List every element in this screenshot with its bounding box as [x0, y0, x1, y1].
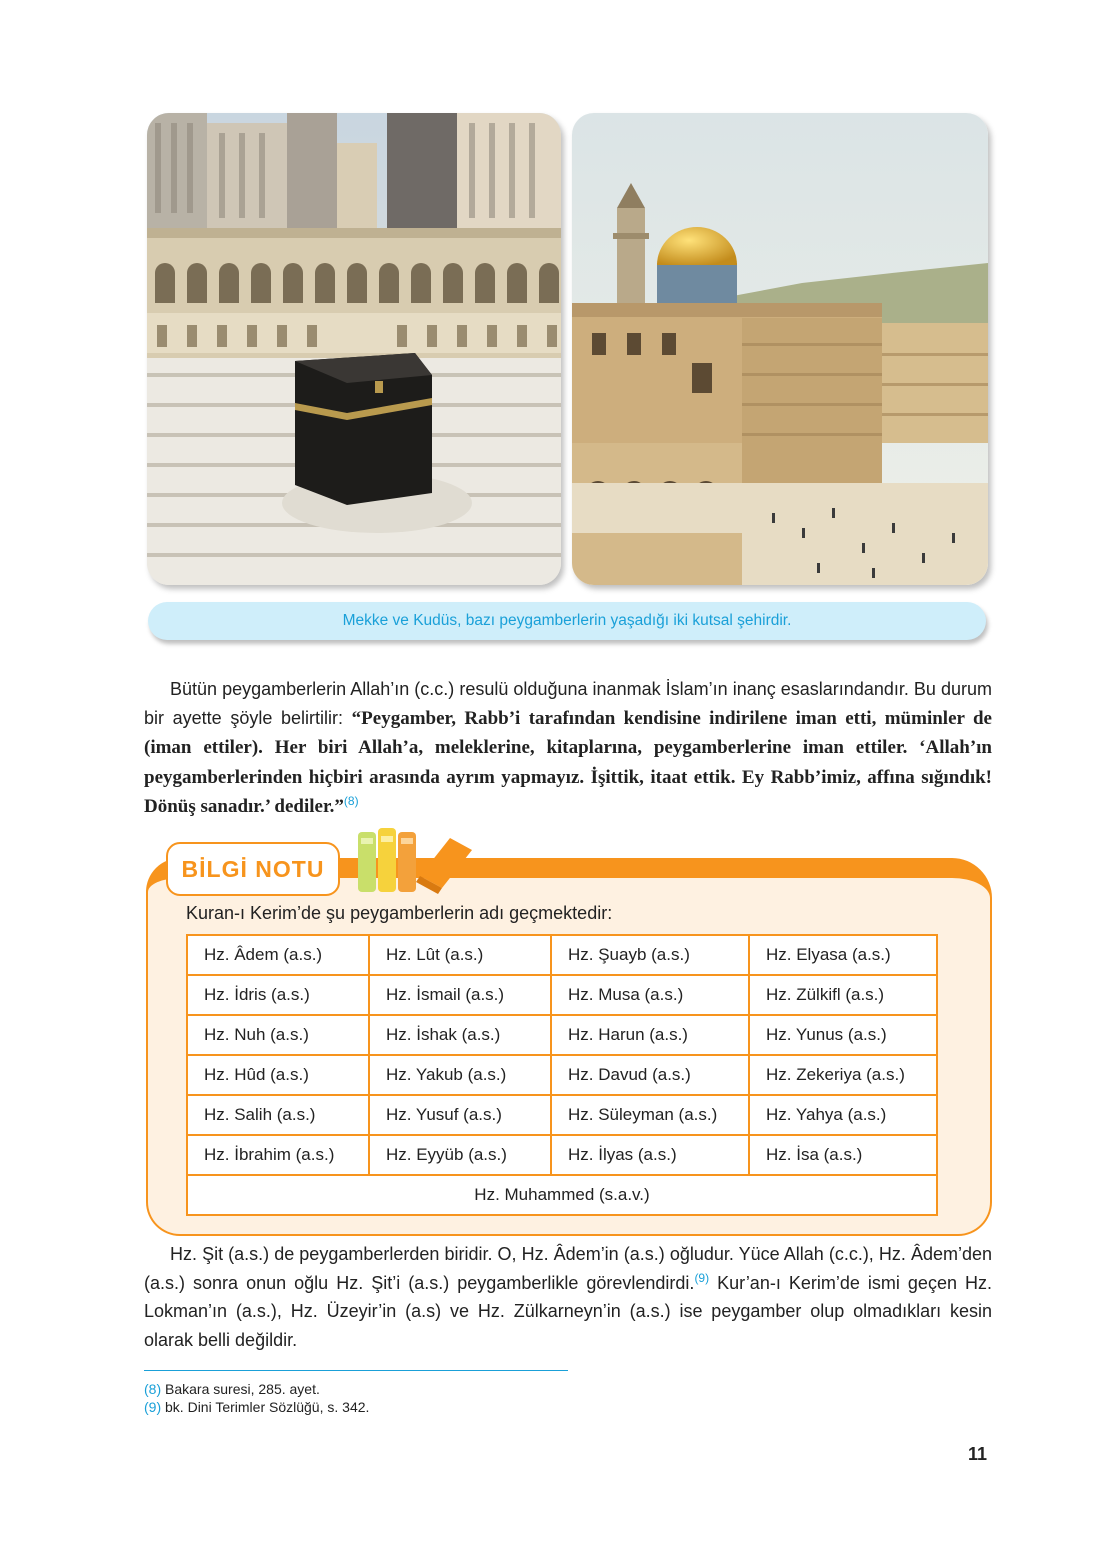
paragraph-part1: Hz. Şit (a.s.) de peygamberlerden biridir. O, Hz. Âdem’in (a.s.) oğludur. Yüce Allah (c.c.), Hz. Âdem’den (a.s.) sonra onun oğlu Hz. Şit’i (a.s.) peygamberlikle görevlendirdi.: [144, 1244, 992, 1293]
paragraph-sit: [144, 1240, 992, 1354]
mecca-kaaba-photo: [147, 113, 561, 585]
prophets-table: [186, 934, 938, 1216]
footnote-number: (8): [144, 1381, 162, 1397]
footnote-ref-8[interactable]: (8): [343, 794, 359, 809]
table-row: [187, 975, 937, 1015]
table-cell: Hz. Yusuf (a.s.): [369, 1095, 551, 1135]
verse-quote: “Peygamber, Rabb’i tarafından kendisine indirilene iman etti, müminler de (iman ettiler). Her biri Allah’a, meleklerine, kitaplarına, peygamberlerine iman ettiler. ‘Allah’ın peygamberlerinden hiçbiri arasında ayrım yapmayız. İşittik, itaat ettik. Ey Rabb’imiz, affına sığındık! Dönüş sanadır.’ dediler.”: [144, 707, 992, 818]
table-row: [187, 1135, 937, 1175]
table-row: [187, 1055, 937, 1095]
table-cell: Hz. Yunus (a.s.): [749, 1015, 937, 1055]
table-cell: Hz. Zülkifl (a.s.): [749, 975, 937, 1015]
table-cell-muhammad: Hz. Muhammed (s.a.v.): [187, 1175, 937, 1215]
table-cell: Hz. Yahya (a.s.): [749, 1095, 937, 1135]
footnote-divider: [144, 1370, 568, 1371]
paragraph-part2: Kur’an-ı Kerim’de ismi geçen Hz. Lokman’ın (a.s.), Hz. Üzeyir’in (a.s) ve Hz. Zülkarneyn’in (a.s.) ise peygamber olup olmadıkları kesin olarak belli değildir.: [144, 1272, 992, 1350]
table-cell: Hz. İlyas (a.s.): [551, 1135, 749, 1175]
table-cell: Hz. İsmail (a.s.): [369, 975, 551, 1015]
table-cell: Hz. Salih (a.s.): [187, 1095, 369, 1135]
table-cell: Hz. Zekeriya (a.s.): [749, 1055, 937, 1095]
jerusalem-photo: [572, 113, 988, 585]
table-cell: Hz. Eyyüb (a.s.): [369, 1135, 551, 1175]
table-cell: Hz. Davud (a.s.): [551, 1055, 749, 1095]
books-icon: [352, 826, 474, 898]
table-cell: Hz. Âdem (a.s.): [187, 935, 369, 975]
mecca-illustration: [147, 113, 561, 585]
table-cell: Hz. Nuh (a.s.): [187, 1015, 369, 1055]
table-row: [187, 935, 937, 975]
footnote-text: Bakara suresi, 285. ayet.: [161, 1381, 320, 1397]
footnote-number: (9): [144, 1399, 162, 1415]
table-cell: Hz. İsa (a.s.): [749, 1135, 937, 1175]
table-row: [187, 1015, 937, 1055]
table-cell: Hz. İshak (a.s.): [369, 1015, 551, 1055]
table-cell: Hz. İbrahim (a.s.): [187, 1135, 369, 1175]
table-cell: Hz. Şuayb (a.s.): [551, 935, 749, 975]
table-cell: Hz. Süleyman (a.s.): [551, 1095, 749, 1135]
jerusalem-illustration: [572, 113, 988, 585]
table-cell: Hz. Elyasa (a.s.): [749, 935, 937, 975]
footnote-9: [144, 1399, 369, 1415]
footnote-text: bk. Dini Terimler Sözlüğü, s. 342.: [161, 1399, 370, 1415]
table-cell: Hz. Yakub (a.s.): [369, 1055, 551, 1095]
photo-caption: Mekke ve Kudüs, bazı peygamberlerin yaşadığı iki kutsal şehirdir.: [148, 602, 986, 640]
paragraph-intro: Bütün peygamberlerin Allah’ın (c.c.) resulü olduğuna inanmak İslam’ın inanç esaslarındandır. Bu durum bir ayette şöyle belirtilir:: [144, 679, 992, 728]
footnote-8: [144, 1381, 320, 1397]
info-note-intro: Kuran-ı Kerim’de şu peygamberlerin adı geçmektedir:: [186, 903, 613, 923]
table-cell: Hz. Harun (a.s.): [551, 1015, 749, 1055]
footnote-ref-9[interactable]: (9): [694, 1270, 710, 1285]
table-row: [187, 1095, 937, 1135]
table-cell: Hz. Hûd (a.s.): [187, 1055, 369, 1095]
page-number: 11: [968, 1444, 988, 1464]
table-cell: Hz. Lût (a.s.): [369, 935, 551, 975]
table-cell: Hz. Musa (a.s.): [551, 975, 749, 1015]
table-cell: Hz. İdris (a.s.): [187, 975, 369, 1015]
paragraph-faith: [144, 675, 992, 822]
table-row: [187, 1175, 937, 1215]
info-note-title: BİLGİ NOTU: [166, 842, 340, 896]
